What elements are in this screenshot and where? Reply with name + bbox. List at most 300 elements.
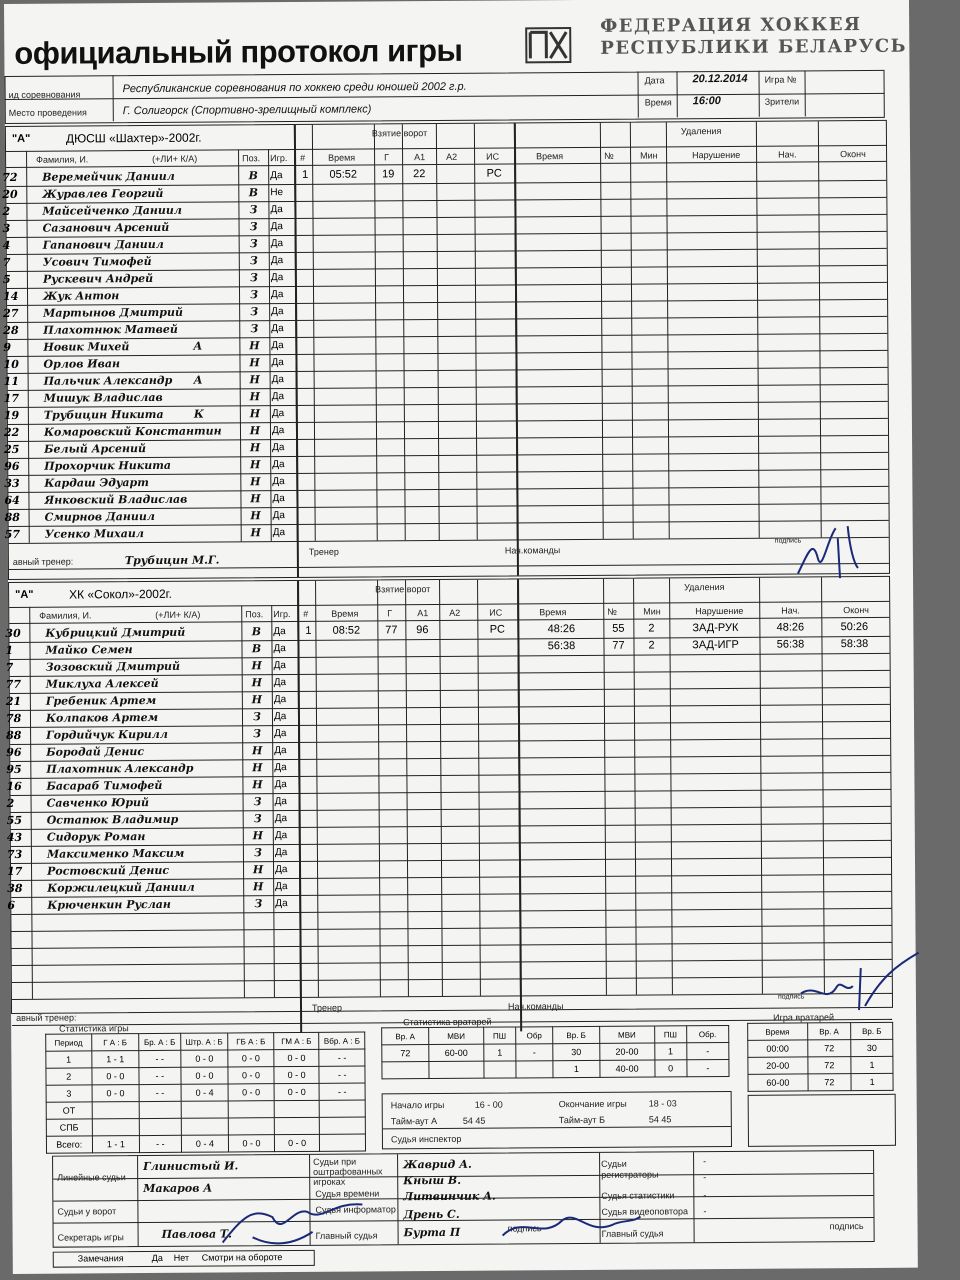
table-header-cell: ГМ А : Б [274, 1032, 320, 1049]
referee-value: Бурта П [403, 1225, 461, 1240]
player-position: Н [249, 458, 261, 472]
referee-signature-label: подпись [507, 1223, 542, 1234]
player-played: Да [274, 762, 287, 774]
team-letter: "А" [15, 588, 34, 601]
player-played: Да [274, 745, 287, 757]
player-played: Да [270, 255, 284, 267]
player-played: Да [270, 221, 283, 233]
player-name: Пальчик Александр [43, 373, 173, 388]
table-cell: - [687, 1042, 729, 1059]
player-name: Веремейчик Даниил [42, 169, 175, 184]
column-header-g_is: ИС [489, 607, 503, 618]
goalie-play-title: Игра вратарей [773, 1012, 835, 1023]
coach-label: Тренер [308, 546, 339, 557]
secretary-label: Секретарь игры [57, 1232, 124, 1243]
table-cell [181, 1118, 229, 1135]
table-cell: 0 - 0 [228, 1067, 274, 1084]
head-coach-label: авный тренер: [16, 1012, 77, 1023]
table-cell: - - [319, 1083, 365, 1100]
table-cell: 1 [851, 1056, 893, 1073]
player-number: 3 [2, 221, 11, 236]
player-name: Майсейченко Даниил [42, 203, 182, 218]
competition-label: ид соревнования [8, 89, 81, 100]
player-number: 55 [6, 813, 23, 828]
player-name: Мартынов Дмитрий [43, 305, 184, 320]
page-title: официальный протокол игры [14, 32, 463, 71]
player-position: Н [251, 676, 262, 690]
player-name: Рускевич Андрей [42, 271, 154, 286]
table-row [748, 1073, 893, 1091]
signature-label: подпись [777, 993, 805, 1001]
timeout-a-label: Тайм-аут А [390, 1116, 438, 1127]
player-played: Да [270, 289, 284, 301]
player-name: Гордийчук Кирилл [46, 727, 168, 742]
team-name: ХК «Сокол»-2002г. [69, 586, 172, 602]
player-number: 78 [5, 711, 22, 726]
remarks-label: Замечания [77, 1253, 124, 1264]
spectators-label: Зрители [764, 96, 800, 107]
player-name: Кардаш Эдуарт [44, 476, 149, 490]
player-name: Орлов Иван [43, 357, 121, 371]
player-name: Зозовский Дмитрий [45, 659, 181, 674]
player-number: 9 [3, 340, 12, 355]
player-position: Н [249, 356, 260, 370]
player-position: З [253, 795, 262, 809]
protocol-sheet [4, 0, 918, 1274]
table-cell [382, 1062, 429, 1079]
referee-label: Главный судья [315, 1230, 378, 1241]
table-row [748, 1056, 893, 1074]
remarks-no[interactable]: Нет [173, 1252, 190, 1263]
timekeeper-value: Литвинчик А. [403, 1189, 496, 1204]
table-cell: 60-00 [429, 1044, 484, 1061]
column-header-g_num: # [303, 608, 309, 619]
player-name: Максименко Максим [46, 846, 185, 861]
table-cell: 0 - 0 [228, 1084, 274, 1101]
goalie-play-blank [748, 1094, 896, 1147]
player-played: Да [271, 391, 285, 403]
player-role: А [193, 339, 203, 353]
inspector-label: Судья инспектор [390, 1133, 462, 1145]
player-role: К [193, 407, 204, 421]
coach-a-signature [788, 518, 878, 589]
table-cell: СПБ [46, 1119, 92, 1136]
table-cell: - [687, 1059, 729, 1076]
column-header-p_end: Оконч [843, 604, 870, 616]
player-position: З [249, 254, 258, 268]
table-header-cell: Вр. Б [553, 1026, 600, 1043]
remarks-yes[interactable]: Да [151, 1252, 163, 1263]
player-name: Гребеник Артем [45, 693, 157, 708]
penalty-min: 2 [648, 622, 655, 635]
officials-box [52, 1150, 875, 1248]
row-rule [11, 925, 891, 932]
player-number: 2 [2, 204, 11, 219]
player-number: 43 [6, 830, 23, 845]
start-label: Начало игры [390, 1099, 445, 1111]
team-head-label: Нач.команды [507, 1001, 564, 1012]
penalty-judge-1: Жаврид А. [403, 1157, 472, 1172]
player-name: Коржилецкий Даниил [47, 880, 195, 895]
penalty-end: 58:38 [840, 637, 869, 651]
player-played: Да [274, 779, 287, 791]
team-a-section [2, 120, 890, 580]
player-number: 19 [3, 408, 20, 423]
table-header-cell: ГБ А : Б [228, 1033, 274, 1050]
goal-g: 77 [385, 624, 398, 637]
player-position: З [253, 846, 262, 860]
player-played: Да [272, 527, 286, 539]
player-played: Да [272, 459, 285, 471]
player-name: Мишук Владислав [43, 390, 163, 405]
table-header-cell: Вр. Б [851, 1022, 893, 1039]
player-number: 95 [6, 762, 22, 777]
player-number: 88 [4, 510, 20, 525]
player-number: 27 [3, 306, 19, 321]
player-position: В [251, 642, 262, 656]
goal-is: РС [486, 167, 502, 180]
player-name: Усенко Михаил [44, 527, 144, 541]
penalty-time: 48:26 [547, 623, 576, 636]
player-position: Н [252, 761, 263, 775]
penalty-start: 56:38 [776, 638, 805, 651]
table-cell [429, 1061, 484, 1078]
column-header-g_time: Время [331, 608, 359, 619]
player-number: 30 [5, 626, 21, 641]
player-number: 6 [7, 898, 15, 912]
see-back-label: Смотри на обороте [201, 1252, 283, 1263]
table-cell: 3 [46, 1085, 92, 1102]
penalty-end: 50:26 [840, 620, 869, 634]
table-header-cell: МВИ [599, 1026, 654, 1043]
player-played: Да [270, 170, 283, 182]
informator-value: Дрень С. [403, 1207, 460, 1222]
table-cell [274, 1100, 320, 1117]
player-number: 28 [3, 323, 19, 338]
plus-column-header: (+ЛИ+ К/А) [152, 153, 198, 164]
goal-n: 1 [305, 624, 312, 637]
player-position: Н [249, 441, 261, 455]
table-cell: 30 [851, 1039, 893, 1056]
goal-time: 05:52 [329, 168, 358, 181]
date-value: 20.12.2014 [692, 72, 748, 86]
column-header-p_start: Нач. [781, 605, 800, 616]
table-cell: 0 - 0 [181, 1067, 229, 1084]
player-played: Да [272, 510, 285, 522]
player-played: Да [272, 493, 285, 505]
table-cell [320, 1134, 366, 1151]
federation-line-2: РЕСПУБЛИКИ БЕЛАРУСЬ [600, 35, 908, 59]
timeout-a-value: 54 45 [462, 1115, 486, 1126]
head-coach-name: Трубицин М.Г. [124, 553, 220, 568]
player-position: Н [250, 526, 261, 540]
player-position: Н [252, 778, 263, 792]
player-played: Да [274, 728, 287, 740]
federation-name [600, 14, 907, 60]
informator-label: Судья информатор [315, 1204, 396, 1215]
table-header-cell: ПШ [483, 1027, 515, 1044]
player-number: 5 [2, 272, 11, 287]
team-head-label: Нач.команды [504, 545, 561, 556]
player-played: Да [270, 204, 283, 216]
federation-line-1: ФЕДЕРАЦИЯ ХОККЕЯ [600, 14, 862, 37]
place-label: Место проведения [8, 107, 87, 118]
plus-column-header: (+ЛИ+ К/А) [155, 609, 201, 620]
table-cell [228, 1101, 274, 1118]
column-header-p_end: Оконч [840, 148, 866, 160]
player-name: Плахотник Александр [46, 761, 194, 776]
player-name: Колпаков Артем [45, 710, 159, 725]
player-number: 17 [3, 391, 20, 406]
table-cell: - [516, 1044, 553, 1061]
play-column-header: Игр. [270, 153, 288, 164]
column-header-p_start: Нач. [778, 149, 797, 160]
player-name: Белый Арсений [44, 442, 146, 456]
player-played: Да [272, 442, 285, 454]
table-cell: 2 [46, 1068, 92, 1085]
player-number: 22 [3, 425, 20, 440]
timeout-b-label: Тайм-аут Б [558, 1114, 606, 1126]
player-played: Да [275, 864, 288, 876]
player-played: Да [271, 425, 285, 437]
player-played: Да [271, 306, 284, 318]
player-position: З [250, 305, 259, 319]
player-name: Журавлев Георгий [42, 186, 164, 201]
player-name: Миклуха Алексей [45, 676, 159, 691]
player-number: 72 [2, 170, 18, 185]
player-played: Да [271, 323, 284, 335]
table-cell [484, 1061, 516, 1078]
player-played: Не [270, 187, 284, 199]
player-played: Да [273, 626, 286, 638]
player-position: З [249, 203, 258, 217]
table-cell: 1 [654, 1043, 686, 1060]
player-position: З [249, 271, 258, 285]
player-name: Новик Михей [43, 340, 130, 354]
goals-title: Взятие ворот [375, 584, 431, 595]
table-header-cell: Период [46, 1034, 92, 1051]
column-header-p_no: № [604, 150, 614, 161]
table-row [748, 1039, 893, 1057]
place-value: Г. Солигорск (Спортивно-зрелищный комплекс) [122, 103, 372, 118]
player-number: 33 [4, 476, 20, 491]
player-played: Да [270, 238, 284, 250]
player-number: 57 [4, 527, 21, 542]
penalties-title: Удаления [684, 581, 725, 593]
table-header-cell: Г А : Б [91, 1034, 139, 1051]
player-played: Да [274, 830, 288, 842]
player-position: Н [249, 424, 261, 438]
table-cell: 0 - 4 [181, 1135, 229, 1152]
player-position: Н [252, 863, 264, 877]
table-cell: 0 - 0 [274, 1134, 320, 1151]
player-position: Н [249, 339, 260, 353]
table-cell: 1 [484, 1044, 516, 1061]
player-position: Н [249, 407, 261, 421]
player-played: Да [273, 660, 287, 672]
row-rule [12, 959, 892, 966]
table-row [46, 1134, 365, 1153]
player-number: 20 [2, 187, 18, 202]
table-cell [139, 1118, 181, 1135]
table-cell: - - [139, 1050, 181, 1067]
linesmen-label: Линейные судьи [57, 1172, 126, 1183]
player-name: Прохорчик Никита [44, 458, 172, 473]
player-position: Н [250, 492, 261, 506]
player-position: Н [251, 744, 263, 758]
time-label: Время [644, 97, 672, 108]
table-cell: 0 - 4 [181, 1084, 229, 1101]
chief-judge-label: Главный судья [601, 1228, 664, 1239]
column-header-g_a1: А1 [417, 608, 429, 619]
end-value: 18 - 03 [648, 1098, 677, 1109]
column-header-g_g: Г [384, 152, 389, 163]
table-cell: - - [319, 1049, 365, 1066]
position-column-header: Поз. [242, 153, 261, 164]
table-cell [274, 1117, 320, 1134]
player-played: Да [274, 796, 287, 808]
player-name: Сидорук Роман [46, 830, 146, 844]
table-cell: 0 - 0 [274, 1066, 320, 1083]
player-name: Янковский Владислав [44, 492, 188, 507]
goal-a2 [438, 166, 472, 183]
secretary-signature [212, 1196, 372, 1257]
table-cell: 30 [553, 1043, 600, 1060]
player-position: В [248, 186, 259, 200]
column-header-p_time: Время [536, 151, 564, 162]
column-header-g_a1: А1 [414, 152, 426, 163]
table-cell [181, 1101, 229, 1118]
row-rule [12, 993, 892, 1000]
table-cell: 20-00 [748, 1057, 808, 1074]
player-played: Да [271, 408, 285, 420]
competition-value: Республиканские соревнования по хоккею среди юношей 2002 г.р. [122, 80, 467, 96]
table-header-cell: МВИ [429, 1027, 484, 1044]
player-played: Да [271, 340, 284, 352]
table-cell: 0 - 0 [274, 1083, 320, 1100]
penalty-inf: ЗАД-ИГР [692, 638, 739, 652]
goal-judges-label: Судьи у ворот [57, 1206, 117, 1217]
player-name: Савченко Юрий [46, 796, 150, 810]
column-header-g_a2: А2 [446, 151, 458, 162]
stats-dash: - [703, 1190, 707, 1201]
video-dash: - [703, 1206, 707, 1217]
player-name: Гапанович Даниил [42, 237, 164, 252]
player-position: З [253, 727, 262, 741]
column-header-g_a2: А2 [449, 607, 461, 618]
column-header-p_inf: Нарушение [692, 149, 741, 161]
position-column-header: Поз. [245, 609, 264, 620]
column-header-p_min: Мин [640, 150, 658, 161]
table-cell: ОТ [46, 1102, 92, 1119]
player-name: Басараб Тимофей [46, 778, 163, 793]
column-header-p_no: № [607, 606, 617, 617]
player-played: Да [270, 272, 284, 284]
play-column-header: Игр. [273, 609, 291, 620]
player-number: 73 [6, 847, 23, 862]
player-number: 7 [2, 255, 11, 270]
player-position: З [252, 710, 261, 724]
player-played: Да [275, 898, 288, 910]
goal-is: РС [489, 623, 505, 636]
table-cell: - - [139, 1067, 181, 1084]
table-header-cell: Обр. [686, 1025, 728, 1042]
table-cell [229, 1118, 275, 1135]
player-name: Жук Антон [42, 289, 120, 303]
player-number: 25 [4, 442, 20, 457]
player-name: Усович Тимофей [42, 254, 152, 269]
registrars-label: Судьи регистраторы [601, 1158, 659, 1180]
player-name: Кубрицкий Дмитрий [45, 625, 186, 640]
penalty-judges-label: Судьи при оштрафованных игроках [313, 1156, 383, 1187]
player-name: Ростовский Денис [47, 863, 170, 878]
penalty-time: 56:38 [547, 640, 576, 653]
video-judge-label: Судья видеоповтора [601, 1206, 689, 1217]
coach-label: Тренер [311, 1002, 343, 1013]
federation-logo-icon [524, 24, 572, 66]
column-header-g_g: Г [387, 608, 393, 619]
player-played: Да [275, 881, 288, 893]
table-header-cell: Обр [516, 1027, 553, 1044]
penalty-min: 2 [648, 639, 655, 652]
player-position: З [249, 237, 258, 251]
column-header-g_time: Время [328, 152, 356, 163]
start-value: 16 - 00 [474, 1099, 503, 1110]
table-header-cell: Время [748, 1023, 808, 1040]
table-cell: 60-00 [748, 1074, 808, 1091]
game-number-label: Игра № [764, 74, 797, 85]
player-number: 96 [4, 459, 20, 474]
player-number: 38 [7, 881, 23, 895]
penalties-title: Удаления [680, 125, 722, 137]
player-number: 14 [2, 289, 19, 304]
table-cell: Всего: [46, 1136, 92, 1153]
table-cell: 1 [553, 1060, 600, 1077]
timekeeper-label: Судья времени [315, 1188, 380, 1199]
table-cell [320, 1117, 366, 1134]
goal-a1: 22 [413, 168, 426, 181]
penalty-judge-2: Кныш В. [403, 1173, 462, 1188]
table-cell [320, 1100, 366, 1117]
goalie-stats-title: Статистика вратарей [403, 1016, 492, 1028]
player-number: 16 [6, 779, 22, 794]
player-played: Да [271, 357, 284, 369]
player-position: Н [251, 693, 263, 707]
secretary-value: Павлова Т. [161, 1227, 232, 1241]
coach-b-signature [791, 948, 921, 1019]
penalty-start: 48:26 [776, 621, 805, 634]
player-position: З [253, 812, 262, 826]
table-cell: 0 - 0 [91, 1068, 139, 1085]
player-played: Да [273, 694, 287, 706]
end-label: Окончание игры [558, 1098, 627, 1110]
player-played: Да [274, 813, 288, 825]
player-name: Майко Семен [45, 643, 133, 657]
table-cell: 0 - 0 [92, 1085, 140, 1102]
time-value: 16:00 [692, 94, 721, 108]
table-row [382, 1059, 729, 1078]
team-letter: "А" [11, 132, 31, 145]
game-stats-title: Статистика игры [59, 1023, 129, 1034]
table-cell: - - [139, 1084, 181, 1101]
goal-g: 19 [382, 168, 395, 181]
player-position: Н [250, 509, 261, 523]
team-name: ДЮСШ «Шахтер»-2002г. [65, 130, 202, 146]
player-name: Сазанович Арсений [42, 220, 170, 235]
table-cell [139, 1101, 181, 1118]
player-position: Н [252, 829, 264, 843]
player-number: 64 [4, 493, 20, 508]
